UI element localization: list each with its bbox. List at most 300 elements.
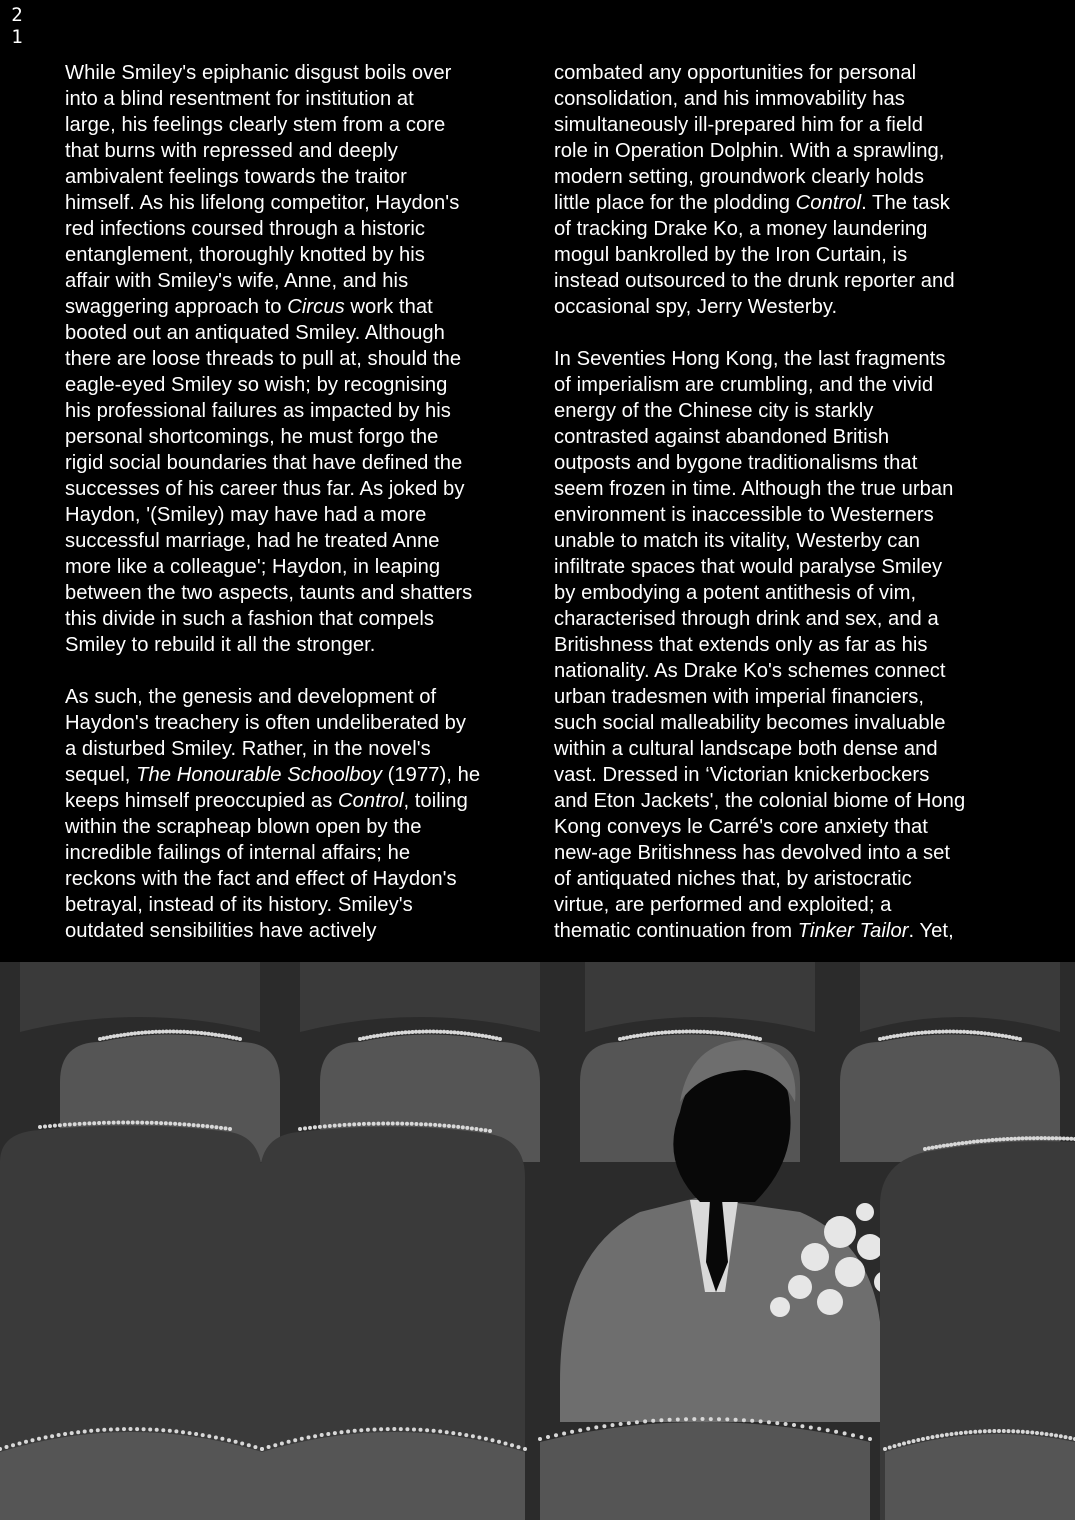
seat-stud [97,1121,101,1125]
seat-stud [102,1428,106,1432]
seat-stud [920,1031,924,1035]
seat-stud [346,1430,350,1434]
seat-stud [748,1035,752,1039]
seat-stud [957,1142,961,1146]
seat-stud [399,1427,403,1431]
seat-stud [744,1034,748,1038]
seat-stud [941,1030,945,1034]
seat-stud [969,1430,973,1434]
seat-stud [221,1034,225,1038]
seat-stud [228,1127,232,1131]
seat-stud [358,1037,362,1041]
seat-stud [888,1446,892,1450]
seat-stud [188,1431,192,1435]
seat-stud [987,1032,991,1036]
seat-stud [1015,1036,1019,1040]
seat-stud [484,1437,488,1441]
seat-stud [709,1417,713,1421]
seat-stud [495,1036,499,1040]
seat-stud [896,1034,900,1038]
seat-stud [412,1428,416,1432]
seat-stud [260,1447,264,1451]
seat-stud [164,1121,168,1125]
italic-title-text: Circus [287,296,345,318]
seat-stud [115,1427,119,1431]
seat-stud [470,1127,474,1131]
seat-stud [63,1123,67,1127]
seat-stud [479,1128,483,1132]
seat-stud [961,1141,965,1145]
seat-stud [464,1433,468,1437]
seat-stud [405,1122,409,1126]
seat-stud [570,1430,574,1434]
seat-stud [313,1434,317,1438]
seat-stud [48,1124,52,1128]
seat-stud [140,1121,144,1125]
seat-stud [702,1030,706,1034]
seat-stud [234,1440,238,1444]
seat-stud [934,1145,938,1149]
seat-stud [465,1126,469,1130]
seat-stud [602,1424,606,1428]
seat-stud [903,1033,907,1037]
seat-stud [497,1440,501,1444]
seat-stud [474,1127,478,1131]
flower [857,1234,883,1260]
seat-stud [921,1437,925,1441]
seat-stud [253,1445,257,1449]
seat-stud [137,1031,141,1035]
seat-stud [320,1433,324,1437]
seat-stud [817,1427,821,1431]
article-paragraph [65,684,537,944]
seat-stud [135,1427,139,1431]
paragraph-text: . The task of tracking Drake Ko, a money laundering mogul bankrolled by the Iron Curtain, is instead outsourced to the drunk reporter and occasional spy, Jerry Westerby. [554,192,955,318]
seat-stud [668,1418,672,1422]
seat-stud [168,1030,172,1034]
seat-stud [488,1129,492,1133]
seat-stud [203,1031,207,1035]
seat-stud [343,1123,347,1127]
seat-stud [681,1030,685,1034]
seat-stud [189,1030,193,1034]
seat-stud [460,1031,464,1035]
seat-stud [432,1429,436,1433]
seat-stud [1006,1137,1010,1141]
seat-stud [1039,1136,1043,1140]
seat-stud [372,1122,376,1126]
seat-stud [220,1437,224,1441]
seat-stud [983,1139,987,1143]
seat-stud [1068,1436,1072,1440]
seat-stud [775,1421,779,1425]
seat-stud [713,1030,717,1034]
seat-stud [352,1122,356,1126]
seat-stud [504,1442,508,1446]
seat-stud [685,1030,689,1034]
seat-stud [154,1121,158,1125]
seat-stud [948,1030,952,1034]
seat-stud [347,1123,351,1127]
seat-stud [674,1030,678,1034]
seat-stud [201,1433,205,1437]
seat-stud [1054,1434,1058,1438]
seat-stud [300,1437,304,1441]
seat-stud [148,1428,152,1432]
seat-stud [954,1432,958,1436]
seat-stud [145,1121,149,1125]
seat-stud [328,1124,332,1128]
seat-stud [63,1432,67,1436]
seat-stud [701,1417,705,1421]
seat-stud [407,1030,411,1034]
page-number-digit: 1 [11,26,23,48]
seat-stud [439,1030,443,1034]
seat-stud [676,1418,680,1422]
seat-stud [1054,1136,1058,1140]
seat-back [540,1422,870,1520]
seat-stud [917,1031,921,1035]
seat-stud [165,1030,169,1034]
seat-stud [1045,1432,1049,1436]
seat-stud [1021,1430,1025,1434]
seat-stud [68,1123,72,1127]
seat-stud [1002,1137,1006,1141]
seat-stud [625,1036,629,1040]
seat-stud [109,1035,113,1039]
seat-stud [955,1030,959,1034]
flower [817,1289,843,1315]
seat-stud [144,1030,148,1034]
seat-stud [228,1035,232,1039]
seat-stud [635,1420,639,1424]
seat-stud [414,1030,418,1034]
seat-stud [860,1435,864,1439]
seat-stud [287,1440,291,1444]
seat-stud [997,1429,1001,1433]
seat-stud [916,1438,920,1442]
paragraph-text: combated any opportunities for personal consolidation, and his immovability has simultaneously ill-prepared him for a field role in Operation Dolphin. With a sprawling, modern setting, groundwork clearly holds little place for the plodding [554,62,945,214]
seat-stud [105,1036,109,1040]
seat-stud [897,1443,901,1447]
seat-stud [692,1417,696,1421]
seat-stud [546,1435,550,1439]
seat-stud [333,1431,337,1435]
seat-stud [1069,1137,1073,1141]
seat-stud [78,1122,82,1126]
seat-stud [400,1031,404,1035]
seat-stud [562,1432,566,1436]
seat-stud [883,1447,887,1451]
seat-stud [987,1138,991,1142]
seat-stud [1047,1136,1051,1140]
seat-stud [112,1121,116,1125]
seat-stud [706,1030,710,1034]
seat-stud [481,1034,485,1038]
seat-stud [267,1445,271,1449]
seat-stud [991,1138,995,1142]
seat-stud [934,1030,938,1034]
seat-stud [636,1034,640,1038]
seat-stud [207,1434,211,1438]
seat-stud [1066,1137,1070,1141]
seat-stud [882,1036,886,1040]
seat-stud [964,1431,968,1435]
seat-stud [173,1122,177,1126]
seat-stud [1013,1137,1017,1141]
seat-stud [456,1031,460,1035]
seat-stud [931,1146,935,1150]
seat-stud [889,1035,893,1039]
seat-stud [362,1122,366,1126]
seat-stud [210,1125,214,1129]
flower [770,1297,790,1317]
seat-stud [445,1430,449,1434]
seat-stud [723,1031,727,1035]
seat-stud [298,1127,302,1131]
seat-stud [755,1036,759,1040]
seat-stud [386,1122,390,1126]
seat-stud [37,1437,41,1441]
seat-stud [214,1033,218,1037]
seat-stud [227,1438,231,1442]
italic-title-text: The Honourable Schoolboy [136,764,382,786]
seat-stud [372,1034,376,1038]
seat-stud [447,1124,451,1128]
seat-stud [112,1034,116,1038]
seat-stud [313,1125,317,1129]
seat-stud [428,1123,432,1127]
seat-stud [910,1032,914,1036]
seat-stud [175,1030,179,1034]
seat-stud [467,1032,471,1036]
seat-stud [1007,1429,1011,1433]
seat-stud [18,1442,22,1446]
seat-stud [38,1125,42,1129]
seat-stud [333,1124,337,1128]
seat-stud [643,1419,647,1423]
seat-stud [442,1030,446,1034]
seat-stud [194,1432,198,1436]
seat-stud [632,1034,636,1038]
seat-stud [964,1141,968,1145]
seat-stud [912,1439,916,1443]
seat-stud [425,1428,429,1432]
seat-stud [116,1034,120,1038]
seat-stud [976,1031,980,1035]
seat-stud [646,1032,650,1036]
seat-stud [196,1031,200,1035]
seat-stud [938,1030,942,1034]
seat-stud [379,1427,383,1431]
seat-stud [586,1427,590,1431]
seat-stud [136,1121,140,1125]
seat-stud [240,1442,244,1446]
seat-stud [452,1124,456,1128]
seat-stud [119,1033,123,1037]
seat-stud [800,1424,804,1428]
seat-stud [523,1447,527,1451]
seat-stud [940,1434,944,1438]
seat-stud [946,1143,950,1147]
seat-stud [92,1121,96,1125]
seat-stud [650,1032,654,1036]
seat-stud [392,1427,396,1431]
seat-stud [643,1033,647,1037]
seat-stud [76,1430,80,1434]
seat-stud [205,1124,209,1128]
seat-stud [1011,1429,1015,1433]
flower [801,1243,829,1271]
seat-stud [365,1036,369,1040]
seat-stud [484,1034,488,1038]
paragraph-text: While Smiley's epiphanic disgust boils over into a blind resentment for institution at large, his feelings clearly stem from a core that burns with repressed and deeply ambivalent feelings towards the traitor himself. As his lifelong competitor, Haydon's red infections coursed through a historic entanglement, thoroughly knotted by his affair with Smiley's wife, Anne, and his swaggering approach to [65,62,460,318]
seat-stud [5,1445,9,1449]
seat-stud [730,1032,734,1036]
seat-stud [44,1435,48,1439]
seat-stud [451,1431,455,1435]
seat-stud [893,1444,897,1448]
seat-stud [107,1121,111,1125]
seat-stud [396,1122,400,1126]
article-paragraph [554,60,1016,320]
italic-title-text: Control [795,192,862,214]
flower [856,1203,874,1221]
seat-stud [868,1437,872,1441]
seat-stud [484,1128,488,1132]
seat-stud [357,1122,361,1126]
seat-stud [391,1122,395,1126]
seat-back [885,1434,1075,1520]
seat-stud [931,1030,935,1034]
seat-stud [727,1032,731,1036]
seat-stud [151,1030,155,1034]
seat-stud [366,1428,370,1432]
paragraph-text: As such, the genesis and development of Haydon's treachery is often undeliberated by a disturbed Smiley. Rather, in the novel's sequel, [65,686,467,786]
seat-stud [1035,1431,1039,1435]
seat-stud [376,1034,380,1038]
flower [824,1216,856,1248]
seat-stud [734,1033,738,1037]
seat-stud [1001,1034,1005,1038]
seat-stud [716,1031,720,1035]
seat-stud [273,1443,277,1447]
seat-stud [58,1123,62,1127]
seat-stud [43,1125,47,1129]
seat-stud [293,1438,297,1442]
seat-stud [390,1032,394,1036]
article-paragraph [554,346,1016,944]
seat-stud [653,1031,657,1035]
seat-stud [843,1431,847,1435]
seat-stud [1004,1034,1008,1038]
seat-stud [720,1031,724,1035]
seat-stud [353,1429,357,1433]
seat-stud [181,1430,185,1434]
seat-stud [159,1121,163,1125]
seat-stud [238,1037,242,1041]
seat-stud [182,1030,186,1034]
seat-stud [187,1123,191,1127]
seat-stud [969,1030,973,1034]
seat-stud [201,1124,205,1128]
seat-stud [966,1030,970,1034]
seat-stud [471,1434,475,1438]
seat-stud [73,1122,77,1126]
seat-stud [174,1429,178,1433]
seat-stud [161,1428,165,1432]
seat-stud [851,1433,855,1437]
seat-stud [453,1030,457,1034]
seat-stud [1016,1430,1020,1434]
seat-stud [994,1033,998,1037]
seat-stud [192,1123,196,1127]
seat-stud [935,1434,939,1438]
flower [788,1275,812,1299]
seat-stud [219,1126,223,1130]
seat-stud [972,1140,976,1144]
seat-stud [998,1138,1002,1142]
seat-stud [945,1433,949,1437]
seat-stud [942,1144,946,1148]
seat-stud [950,1432,954,1436]
seat-stud [414,1122,418,1126]
seat-stud [734,1418,738,1422]
seat-stud [657,1031,661,1035]
seat-stud [927,1030,931,1034]
seat-back [0,1432,262,1520]
seat-stud [381,1122,385,1126]
seat-stud [953,1142,957,1146]
seat-stud [11,1443,15,1447]
seat-stud [629,1035,633,1039]
seat-stud [717,1417,721,1421]
seat-stud [435,1030,439,1034]
seat-stud [214,1125,218,1129]
seat-stud [692,1030,696,1034]
seat-stud [463,1031,467,1035]
seat-stud [959,1030,963,1034]
seat-stud [400,1122,404,1126]
seat-stud [102,1036,106,1040]
seat-stud [980,1031,984,1035]
seat-stud [404,1030,408,1034]
seat-stud [667,1030,671,1034]
seat-stud [140,1031,144,1035]
seat-stud [627,1421,631,1425]
seat-stud [193,1030,197,1034]
seat-stud [554,1433,558,1437]
seat-stud [419,1428,423,1432]
seat-stud [474,1033,478,1037]
seat-stud [594,1425,598,1429]
seat-stud [318,1125,322,1129]
seat-stud [116,1121,120,1125]
seat-stud [57,1433,61,1437]
seat-stud [130,1032,134,1036]
article-left-column [65,60,537,944]
seat-stud [179,1030,183,1034]
seat-stud [945,1030,949,1034]
seat-stud [477,1436,481,1440]
seat-stud [949,1143,953,1147]
seat-stud [660,1031,664,1035]
seat-stud [1059,1434,1063,1438]
seat-stud [878,1037,882,1041]
seat-stud [217,1033,221,1037]
seat-stud [411,1030,415,1034]
seat-stud [907,1440,911,1444]
